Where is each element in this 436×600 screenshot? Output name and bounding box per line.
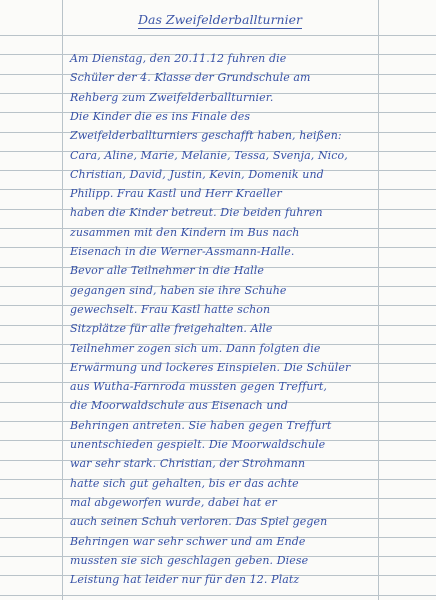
essay-line: war sehr stark. Christian, der Strohmann (70, 457, 306, 471)
essay-line: Zweifelderballturniers geschafft haben, heißen: (70, 129, 342, 143)
essay-line: Behringen war sehr schwer und am Ende (70, 534, 306, 548)
ruled-line (0, 595, 436, 596)
essay-line: Bevor alle Teilnehmer in die Halle (70, 264, 264, 278)
essay-line: aus Wutha-Farnroda mussten gegen Treffurt, (70, 380, 327, 394)
essay-line: mal abgeworfen wurde, dabei hat er (70, 495, 277, 509)
essay-line: Die Kinder die es ins Finale des (70, 109, 251, 123)
essay-line: Erwärmung und lockeres Einspielen. Die Schüler (70, 360, 351, 374)
essay-line: Behringen antreten. Sie haben gegen Treffurt (70, 418, 332, 432)
essay-line: Sitzplätze für alle freigehalten. Alle (70, 322, 273, 336)
essay-line: Eisenach in die Werner-Assmann-Halle. (70, 245, 295, 258)
essay-line: mussten sie sich geschlagen geben. Diese (70, 553, 309, 567)
essay-line: die Moorwaldschule aus Eisenach und (70, 399, 288, 413)
ruled-line (0, 35, 436, 36)
essay-title: Das Zweifelderballturnier (138, 12, 302, 27)
essay-line: zusammen mit den Kindern im Bus nach (70, 225, 300, 239)
essay-line: auch seinen Schuh verloren. Das Spiel gegen (70, 515, 328, 529)
essay-line: Schüler der 4. Klasse der Grundschule am (70, 71, 311, 85)
essay-line: Rehberg zum Zweifelderballturnier. (70, 90, 274, 104)
essay-line: gewechselt. Frau Kastl hatte schon (70, 302, 271, 316)
left-margin-line (62, 0, 63, 600)
essay-line: Am Dienstag, den 20.11.12 fuhren die (70, 52, 287, 65)
essay-line: Teilnehmer zogen sich um. Dann folgten die (70, 341, 321, 355)
essay-line: gegangen sind, haben sie ihre Schuhe (70, 283, 287, 297)
essay-line: Cara, Aline, Marie, Melanie, Tessa, Svenja, Nico, (70, 148, 348, 162)
right-margin-line (378, 0, 379, 600)
essay-line: unentschieden gespielt. Die Moorwaldschule (70, 438, 326, 451)
essay-line: Leistung hat leider nur für den 12. Platz (70, 573, 300, 587)
essay-line: hatte sich gut gehalten, bis er das achte (70, 476, 299, 490)
essay-line: haben die Kinder betreut. Die beiden fuhren (70, 206, 323, 220)
essay-line: Christian, David, Justin, Kevin, Domenik und (70, 167, 324, 181)
essay-line: Philipp. Frau Kastl und Herr Kraeller (70, 187, 282, 201)
